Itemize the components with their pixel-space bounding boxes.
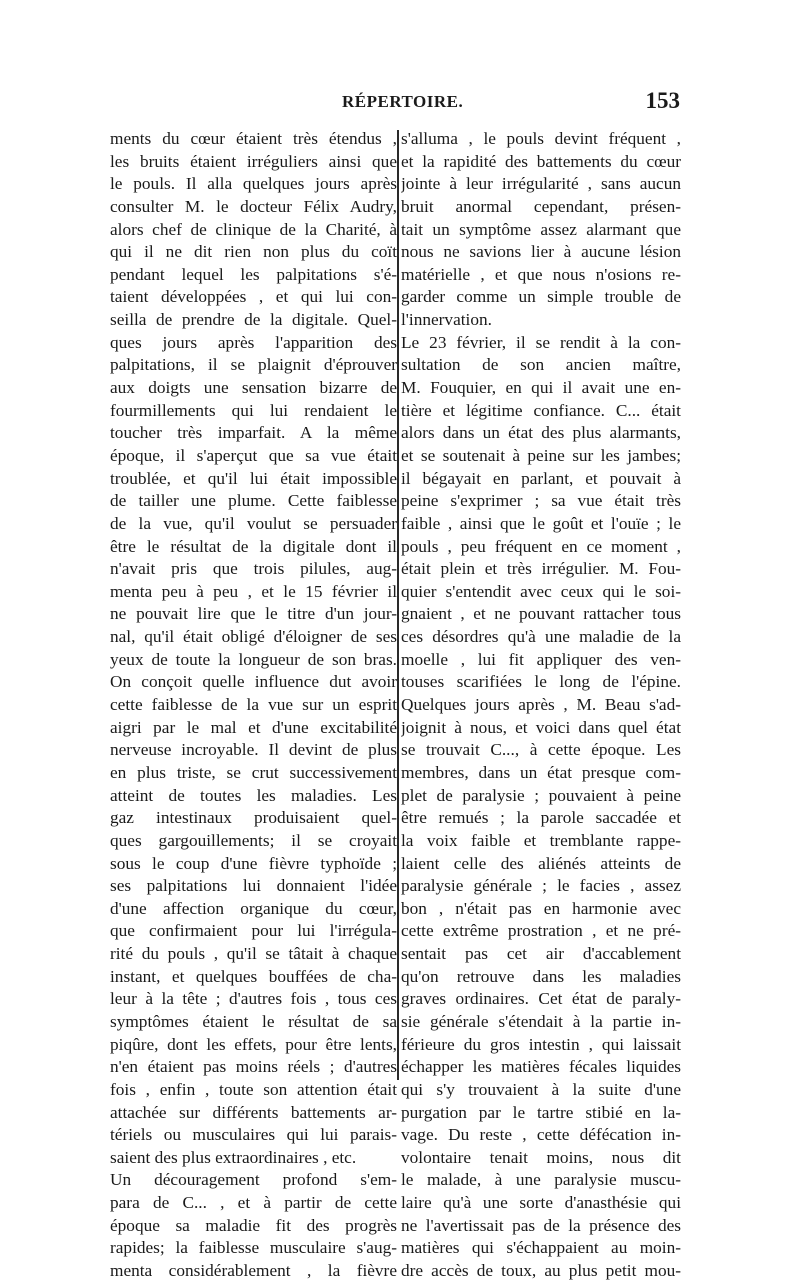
text-line: instant, et quelques bouffées de cha- [110, 966, 397, 986]
text-line: le malade, à une paralysie muscu- [401, 1170, 681, 1190]
text-line: échapper les matières fécales liquides [401, 1057, 681, 1077]
left-text-column [110, 128, 397, 1283]
text-line: Le 23 février, il se rendit à la con- [401, 332, 681, 352]
text-line: qui s'y trouvaient à la suite d'une [401, 1079, 681, 1099]
text-line: être le résultat de la digitale dont il [110, 536, 397, 556]
text-line: n'en étaient pas moins réels ; d'autres [110, 1057, 397, 1077]
text-line: pouls , peu fréquent en ce moment , [401, 536, 681, 556]
text-line: toucher très imparfait. A la même [110, 423, 397, 443]
text-line: ques jours après l'apparition des [110, 332, 397, 352]
text-line: matières qui s'échappaient au moin- [401, 1238, 681, 1258]
text-line: la voix faible et tremblante rappe- [401, 830, 681, 850]
text-line: paralysie générale ; le facies , assez [401, 876, 681, 896]
text-line: vage. Du reste , cette défécation in- [401, 1125, 681, 1145]
text-line: symptômes étaient le résultat de sa [110, 1011, 397, 1031]
text-line: dre accès de toux, au plus petit mou- [401, 1261, 681, 1281]
text-line: nal, qu'il était obligé d'éloigner de ses [110, 627, 397, 647]
text-line: était plein et très irrégulier. M. Fou- [401, 559, 681, 579]
text-line: menta considérablement , la fièvre [110, 1261, 397, 1281]
text-line: Quelques jours après , M. Beau s'ad- [401, 695, 681, 715]
text-line: para de C... , et à partir de cette [110, 1193, 397, 1213]
text-line: bruit anormal cependant, présen- [401, 196, 681, 216]
text-line: de la vue, qu'il voulut se persuader [110, 513, 397, 533]
text-line: et la rapidité des battements du cœur [401, 151, 681, 171]
text-line: laient celle des aliénés atteints de [401, 853, 681, 873]
text-line: consulter M. le docteur Félix Audry, [110, 196, 397, 216]
text-line: tière et légitime confiance. C... était [401, 400, 681, 420]
text-line: tait un symptôme assez alarmant que [401, 219, 681, 239]
text-line: d'une affection organique du cœur, [110, 898, 397, 918]
text-line: être remués ; la parole saccadée et [401, 808, 681, 828]
running-title: RÉPERTOIRE. [342, 92, 464, 111]
text-line: laire qu'à une sorte d'anasthésie qui [401, 1193, 681, 1213]
text-line: époque sa maladie fit des progrès [110, 1215, 397, 1235]
text-line: ces désordres qu'à une maladie de la [401, 627, 681, 647]
text-line: ne l'avertissait pas de la présence des [401, 1215, 681, 1235]
text-line: menta peu à peu , et le 15 février il [110, 581, 397, 601]
text-line: sous le coup d'une fièvre typhoïde ; [110, 853, 397, 873]
text-line: membres, dans un état presque com- [401, 762, 681, 782]
column-divider [397, 130, 399, 1080]
text-line: aux doigts une sensation bizarre de [110, 378, 397, 398]
text-line: attachée sur différents battements ar- [110, 1102, 397, 1122]
text-line: s'alluma , le pouls devint fréquent , [401, 129, 681, 148]
text-line: ses palpitations lui donnaient l'idée [110, 876, 397, 896]
text-line: alors dans un état des plus alarmants, [401, 423, 681, 443]
text-line: matérielle , et que nous n'osions re- [401, 264, 681, 284]
text-line: tériels ou musculaires qui lui parais- [110, 1125, 397, 1145]
text-line: qui il ne dit rien non plus du coït [110, 242, 397, 262]
text-line: le pouls. Il alla quelques jours après [110, 174, 397, 194]
text-line: cette faiblesse de la vue sur un esprit [110, 695, 397, 715]
text-line: peine s'exprimer ; sa vue était très [401, 491, 681, 511]
text-line: sie générale s'étendait à la partie in- [401, 1011, 681, 1031]
text-line: M. Fouquier, en qui il avait une en- [401, 378, 681, 398]
running-head [110, 88, 680, 118]
text-line: sentait pas cet air d'accablement [401, 944, 681, 964]
text-line: l'innervation. [401, 310, 492, 330]
text-line: seilla de prendre de la digitale. Quel- [110, 310, 397, 330]
right-text-column [401, 128, 681, 1283]
text-line: purgation par le tartre stibié en la- [401, 1102, 681, 1122]
text-line: taient développées , et qui lui con- [110, 287, 397, 307]
text-line: piqûre, dont les effets, pour être lents, [110, 1034, 397, 1054]
text-line: férieure du gros intestin , qui laissait [401, 1034, 681, 1054]
text-line: quier s'entendit avec ceux qui le soi- [401, 581, 681, 601]
text-line: garder comme un simple trouble de [401, 287, 681, 307]
text-line: alors chef de clinique de la Charité, à [110, 219, 397, 239]
text-line: nerveuse incroyable. Il devint de plus [110, 740, 397, 760]
text-line: saient des plus extraordinaires , etc. [110, 1147, 357, 1167]
text-line: n'avait pris que trois pilules, aug- [110, 559, 397, 579]
text-line: rité du pouls , qu'il se tâtait à chaque [110, 944, 397, 964]
text-line: nous ne savions lier à aucune lésion [401, 242, 681, 262]
text-line: bon , n'était pas en harmonie avec [401, 898, 681, 918]
text-line: joignit à nous, et voici dans quel état [401, 717, 681, 737]
text-line: gnaient , et ne pouvant rattacher tous [401, 604, 681, 624]
text-line: en plus triste, se crut successivement [110, 762, 397, 782]
text-line: jointe à leur irrégularité , sans aucun [401, 174, 681, 194]
text-line: touses scarifiées le long de l'épine. [401, 672, 681, 692]
text-line: pendant lequel les palpitations s'é- [110, 264, 397, 284]
text-line: fois , enfin , toute son attention était [110, 1079, 397, 1099]
text-line: ne pouvait lire que le titre d'un jour- [110, 604, 397, 624]
text-line: graves ordinaires. Cet état de paraly- [401, 989, 681, 1009]
text-line: leur à la tête ; d'autres fois , tous ces [110, 989, 397, 1009]
text-line: et se soutenait à peine sur les jambes; [401, 445, 681, 465]
text-line: qu'on retrouve dans les maladies [401, 966, 681, 986]
text-line: gaz intestinaux produisaient quel- [110, 808, 397, 828]
text-line: il bégayait en parlant, et pouvait à [401, 468, 681, 488]
text-line: époque, il s'aperçut que sa vue était [110, 445, 397, 465]
text-line: ques gargouillements; il se croyait [110, 830, 397, 850]
text-line: moelle , lui fit appliquer des ven- [401, 649, 681, 669]
text-line: aigri par le mal et d'une excitabilité [110, 717, 397, 737]
text-line: faible , ainsi que le goût et l'ouïe ; le [401, 513, 681, 533]
text-line: palpitations, il se plaignit d'éprouver [110, 355, 397, 375]
text-line: que confirmaient pour lui l'irrégula- [110, 921, 397, 941]
text-line: de tailler une plume. Cette faiblesse [110, 491, 397, 511]
text-line: On conçoit quelle influence dut avoir [110, 672, 397, 692]
text-line: ments du cœur étaient très étendus , [110, 129, 397, 148]
text-line: volontaire tenait moins, nous dit [401, 1147, 681, 1167]
text-line: fourmillements qui lui rendaient le [110, 400, 397, 420]
text-line: rapides; la faiblesse musculaire s'aug- [110, 1238, 397, 1258]
text-line: les bruits étaient irréguliers ainsi que [110, 151, 397, 171]
text-line: troublée, et qu'il lui était impossible [110, 468, 397, 488]
text-line: yeux de toute la longueur de son bras. [110, 649, 397, 669]
text-line: sultation de son ancien maître, [401, 355, 681, 375]
text-line: plet de paralysie ; pouvaient à peine [401, 785, 681, 805]
page-number: 153 [645, 88, 680, 113]
text-line: atteint de toutes les maladies. Les [110, 785, 397, 805]
text-line: cette extrême prostration , et ne pré- [401, 921, 681, 941]
text-line: Un découragement profond s'em- [110, 1170, 397, 1190]
text-line: se trouvait C..., à cette époque. Les [401, 740, 681, 760]
